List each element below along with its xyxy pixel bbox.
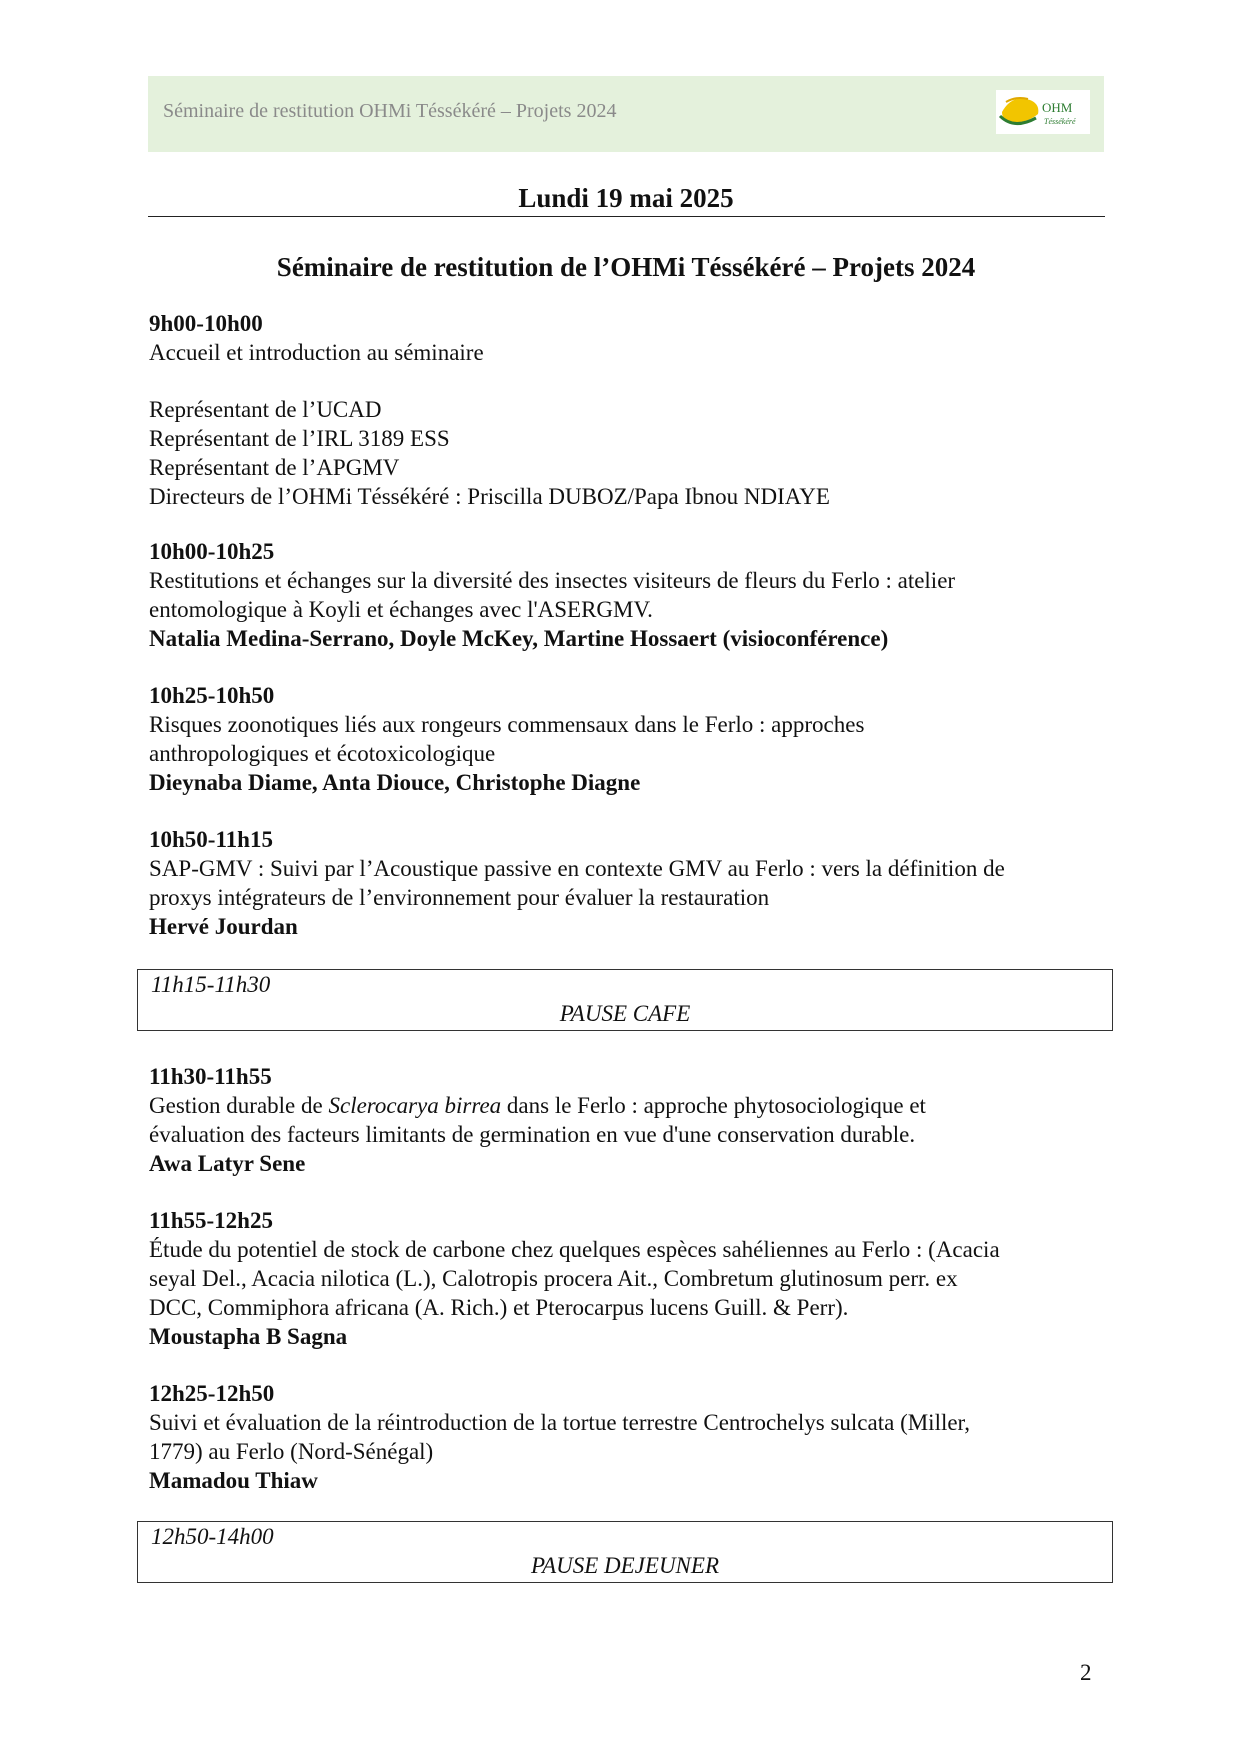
break-time: 12h50-14h00: [151, 1524, 274, 1549]
logo-subtext: Téssékéré: [1044, 117, 1076, 126]
session-description: [149, 1091, 1109, 1120]
session-speakers: Mamadou Thiaw: [149, 1468, 318, 1493]
session-block: [149, 1379, 1109, 1495]
representative-line: Représentant de l’IRL 3189 ESS: [149, 426, 450, 451]
header-text: Séminaire de restitution OHMi Téssékéré – Projets 2024: [163, 100, 617, 122]
session-speakers: Hervé Jourdan: [149, 914, 298, 939]
session-speakers: Awa Latyr Sene: [149, 1151, 306, 1176]
session-block: [149, 309, 1109, 511]
session-description: Étude du potentiel de stock de carbone chez quelques espèces sahéliennes au Ferlo : (Acacia: [149, 1237, 1000, 1262]
session-time: 10h25-10h50: [149, 683, 275, 708]
session-block: [149, 825, 1109, 941]
session-description: Accueil et introduction au séminaire: [149, 340, 484, 365]
session-time: 12h25-12h50: [149, 1381, 275, 1406]
session-block: [149, 1062, 1109, 1178]
break-label: PAUSE CAFE: [559, 1001, 691, 1026]
page-number: 2: [1080, 1660, 1092, 1685]
ohm-logo-icon: [996, 90, 1090, 134]
session-speakers: Dieynaba Diame, Anta Diouce, Christophe Diagne: [149, 770, 641, 795]
session-description: 1779) au Ferlo (Nord-Sénégal): [149, 1439, 434, 1464]
session-description: entomologique à Koyli et échanges avec l'ASERGMV.: [149, 597, 653, 622]
session-description: DCC, Commiphora africana (A. Rich.) et Pterocarpus lucens Guill. & Perr).: [149, 1295, 849, 1320]
description-text: Gestion durable de: [149, 1093, 329, 1118]
divider: [148, 216, 1105, 217]
break-time: 11h15-11h30: [151, 972, 271, 997]
seminar-title: Séminaire de restitution de l’OHMi Téssékéré – Projets 2024: [276, 252, 976, 282]
logo-text: OHM: [1042, 100, 1073, 115]
break-label: PAUSE DEJEUNER: [530, 1553, 719, 1578]
break-box: [137, 969, 1113, 1031]
session-block: [149, 681, 1109, 797]
session-description: SAP-GMV : Suivi par l’Acoustique passive en contexte GMV au Ferlo : vers la définition de: [149, 856, 1005, 881]
session-description: proxys intégrateurs de l’environnement pour évaluer la restauration: [149, 885, 770, 910]
representative-line: Directeurs de l’OHMi Téssékéré : Priscilla DUBOZ/Papa Ibnou NDIAYE: [149, 484, 830, 509]
session-time: 9h00-10h00: [149, 311, 263, 336]
session-time: 11h55-12h25: [149, 1208, 273, 1233]
session-description: évaluation des facteurs limitants de germination en vue d'une conservation durable.: [149, 1122, 916, 1147]
representative-line: Représentant de l’UCAD: [149, 397, 382, 422]
session-speakers: Natalia Medina-Serrano, Doyle McKey, Martine Hossaert (visioconférence): [149, 626, 889, 651]
session-block: [149, 537, 1109, 653]
description-text: dans le Ferlo : approche phytosociologique et: [501, 1093, 926, 1118]
session-block: [149, 1206, 1109, 1351]
session-description: Risques zoonotiques liés aux rongeurs commensaux dans le Ferlo : approches: [149, 712, 865, 737]
session-description: Suivi et évaluation de la réintroduction de la tortue terrestre Centrochelys sulcata (Miller,: [149, 1410, 971, 1435]
session-time: 10h00-10h25: [149, 539, 275, 564]
representative-line: Représentant de l’APGMV: [149, 455, 400, 480]
session-description: seyal Del., Acacia nilotica (L.), Calotropis procera Ait., Combretum glutinosum perr. ex: [149, 1266, 958, 1291]
species-name: Sclerocarya birrea: [328, 1093, 502, 1118]
session-time: 11h30-11h55: [149, 1064, 272, 1089]
session-speakers: Moustapha B Sagna: [149, 1324, 348, 1349]
session-time: 10h50-11h15: [149, 827, 273, 852]
header-band: [148, 76, 1104, 152]
break-box: [137, 1521, 1113, 1583]
session-description: anthropologiques et écotoxicologique: [149, 741, 496, 766]
day-title: Lundi 19 mai 2025: [518, 183, 734, 213]
session-description: Restitutions et échanges sur la diversité des insectes visiteurs de fleurs du Ferlo : atelier: [149, 568, 956, 593]
